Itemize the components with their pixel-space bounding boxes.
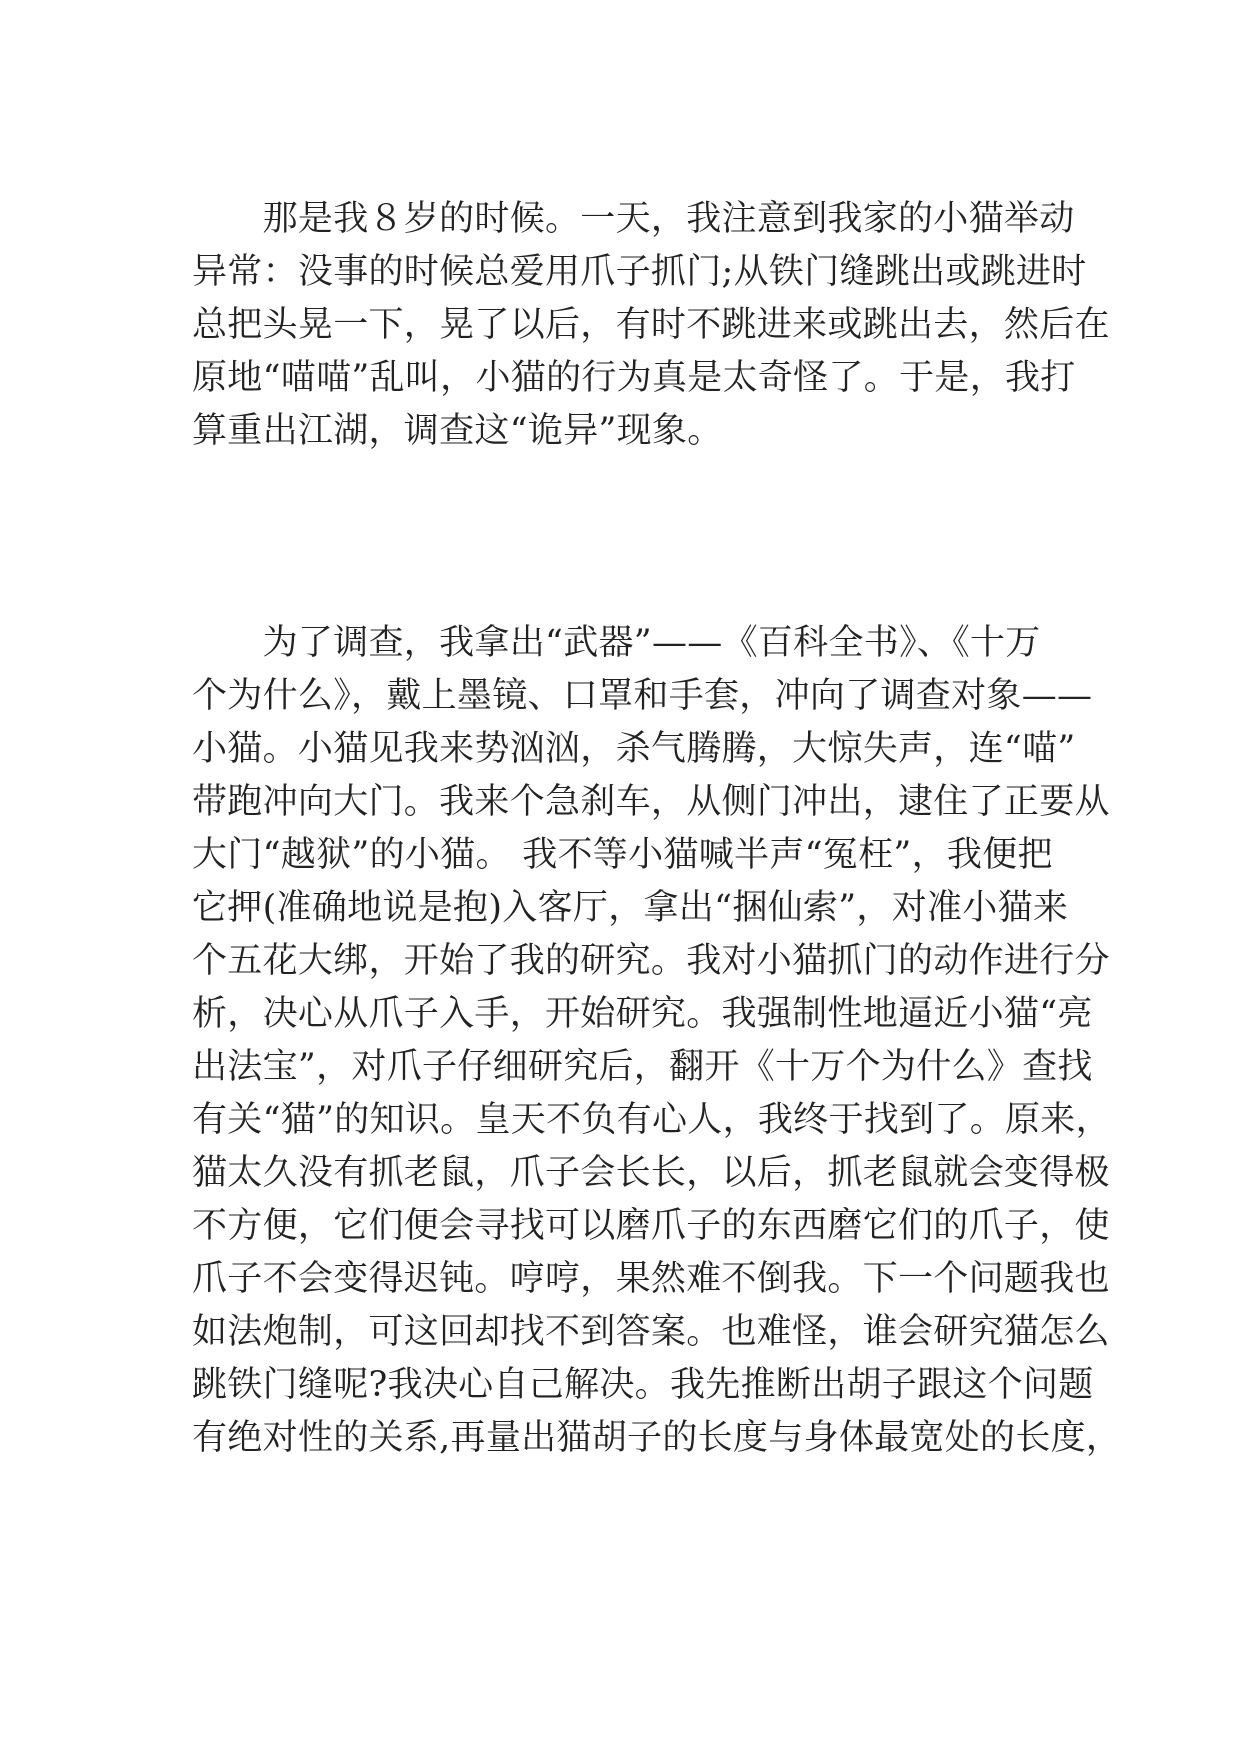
text-line: 总把头晃一下，晃了以后，有时不跳进来或跳出去，然后在 xyxy=(192,305,1110,345)
text-line: 爪子不会变得迟钝。哼哼，果然难不倒我。下一个问题我也 xyxy=(192,1259,1110,1299)
text-line: 猫太久没有抓老鼠，爪子会长长，以后，抓老鼠就会变得极 xyxy=(192,1153,1110,1193)
text-line: 那是我８岁的时候。一天，我注意到我家的小猫举动 xyxy=(192,199,1075,239)
text-line: 不方便，它们便会寻找可以磨爪子的东西磨它们的爪子，使 xyxy=(192,1206,1110,1246)
text-line: 跳铁门缝呢?我决心自己解决。我先推断出胡子跟这个问题 xyxy=(192,1365,1094,1405)
text-line: 有关“猫”的知识。皇天不负有心人，我终于找到了。原来， xyxy=(192,1100,1111,1140)
text-line: 大门“越狱”的小猫。 我不等小猫喊半声“冤枉”，我便把 xyxy=(192,835,1053,875)
text-line: 原地“喵喵”乱叫，小猫的行为真是太奇怪了。于是，我打 xyxy=(192,358,1076,398)
text-line: 析，决心从爪子入手，开始研究。我强制性地逼近小猫“亮 xyxy=(192,994,1093,1034)
text-line: 个五花大绑，开始了我的研究。我对小猫抓门的动作进行分 xyxy=(192,941,1110,981)
text-line: 小猫。小猫见我来势汹汹，杀气腾腾，大惊失声，连“喵” xyxy=(192,729,1076,769)
text-line: 有绝对性的关系,再量出猫胡子的长度与身体最宽处的长度， xyxy=(192,1418,1122,1458)
text-line: 算重出江湖，调查这“诡异”现象。 xyxy=(192,411,723,451)
text-line: 个为什么》，戴上墨镜、口罩和手套，冲向了调查对象—— xyxy=(192,676,1093,716)
text-line: 它押(准确地说是抱)入客厅，拿出“捆仙索”，对准小猫来 xyxy=(192,888,1069,928)
text-line: 异常：没事的时候总爱用爪子抓门;从铁门缝跳出或跳进时 xyxy=(192,252,1087,292)
text-line: 带跑冲向大门。我来个急刹车，从侧门冲出，逮住了正要从 xyxy=(192,782,1110,822)
text-line: 出法宝”，对爪子仔细研究后，翻开《十万个为什么》查找 xyxy=(192,1047,1093,1087)
text-line: 如法炮制，可这回却找不到答案。也难怪，谁会研究猫怎么 xyxy=(192,1312,1110,1352)
text-line: 为了调查，我拿出“武器”——《百科全书》、《十万 xyxy=(192,623,1041,663)
